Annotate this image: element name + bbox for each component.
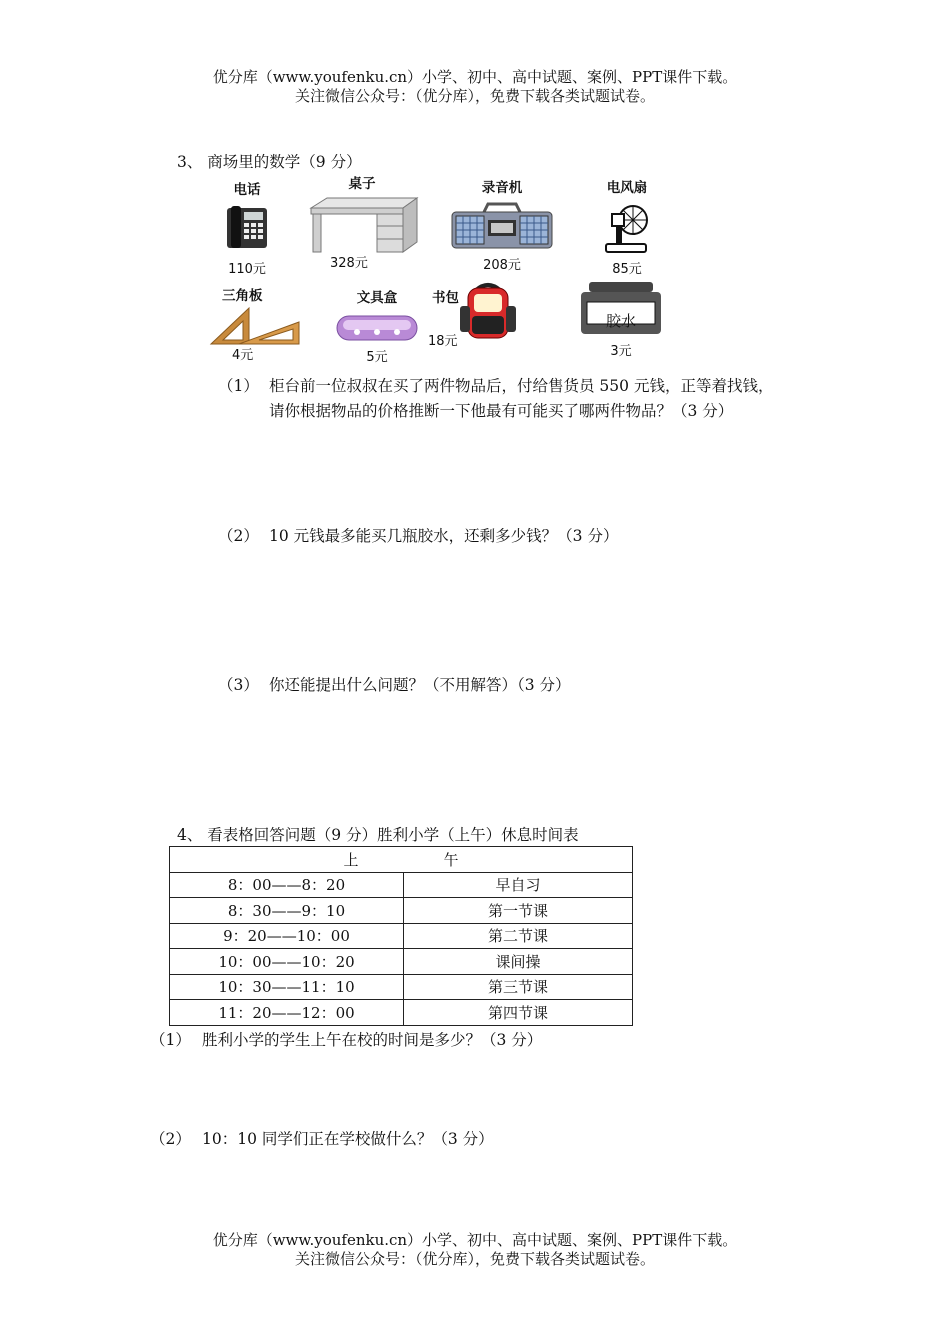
item-pencil-case [334, 286, 420, 365]
item-price: 85元 [612, 262, 642, 277]
q3-sub1-number: （1） [218, 377, 259, 395]
electric-fan-icon [600, 200, 654, 256]
radio-cassette-icon [448, 202, 556, 252]
item-desk [302, 172, 422, 271]
table-row [170, 949, 633, 975]
time-cell: 10：00——10：20 [170, 949, 404, 975]
item-price: 110元 [228, 262, 266, 277]
table-row [170, 872, 633, 898]
item-price: 18元 [428, 334, 458, 349]
q4-sub1-text: 胜利小学的学生上午在校的时间是多少？（3 分） [202, 1031, 543, 1049]
item-name: 三角板 [222, 288, 263, 304]
activity-cell: 第三节课 [404, 974, 633, 1000]
item-price: 328元 [330, 256, 368, 271]
item-name: 书包 [432, 290, 459, 306]
header-char-right: 午 [443, 850, 459, 869]
pencil-case-icon [335, 310, 419, 344]
item-name: 文具盒 [356, 290, 398, 306]
q3-sub3-text: 你还能提出什么问题？（不用解答）（3 分） [269, 676, 571, 694]
q4-sub2-text: 10：10 同学们正在学校做什么？（3 分） [202, 1130, 494, 1148]
desk-icon [305, 196, 419, 254]
item-price: 208元 [483, 258, 521, 273]
time-cell: 8：30——9：10 [170, 898, 404, 924]
activity-cell: 第二节课 [404, 923, 633, 949]
time-cell: 8：00——8：20 [170, 872, 404, 898]
q4-sub1-number: （1） [150, 1031, 191, 1049]
question-3-title: 3、 商场里的数学（9 分） [177, 153, 362, 171]
q3-sub1-line2: 请你根据物品的价格推断一下他最有可能买了哪两件物品？（3 分） [269, 402, 734, 420]
table-row [170, 974, 633, 1000]
q3-sub2-text: 10 元钱最多能买几瓶胶水，还剩多少钱？（3 分） [269, 527, 619, 545]
activity-cell: 早自习 [404, 872, 633, 898]
table-header-cell [170, 847, 633, 873]
item-glue-bottle [576, 280, 666, 359]
item-name: 电风扇 [606, 180, 648, 196]
schoolbag-icon [454, 280, 522, 340]
time-cell: 10：30——11：10 [170, 974, 404, 1000]
q3-sub1-line1: 柜台前一位叔叔在买了两件物品后，付给售货员 550 元钱，正等着找钱， [269, 377, 774, 395]
time-cell: 11：20——12：00 [170, 1000, 404, 1026]
item-schoolbag [428, 286, 528, 349]
header-line-1: 优分库（www.youfenku.cn）小学、初中、高中试题、案例、PPT课件下载。 [212, 68, 738, 86]
set-square-icon [209, 304, 301, 346]
question-4-title: 4、 看表格回答问题（9 分）胜利小学（上午）休息时间表 [177, 826, 579, 844]
glue-bottle-label: 胶水 [605, 312, 636, 330]
item-electric-fan [594, 176, 660, 277]
telephone-icon [223, 202, 271, 252]
item-set-square [208, 284, 302, 363]
item-price: 4元 [232, 348, 254, 363]
item-price: 3元 [610, 344, 632, 359]
item-telephone [216, 178, 278, 277]
item-name: 电话 [233, 182, 261, 198]
time-cell: 9：20——10：00 [170, 923, 404, 949]
q4-sub2-number: （2） [150, 1130, 191, 1148]
table-header-row [170, 847, 633, 873]
footer-line-1: 优分库（www.youfenku.cn）小学、初中、高中试题、案例、PPT课件下载。 [212, 1231, 738, 1249]
activity-cell: 第一节课 [404, 898, 633, 924]
activity-cell: 课间操 [404, 949, 633, 975]
footer-line-2: 关注微信公众号：（优分库），免费下载各类试题试卷。 [294, 1250, 655, 1268]
activity-cell: 第四节课 [404, 1000, 633, 1026]
item-name: 录音机 [481, 180, 523, 196]
q3-sub3-number: （3） [218, 676, 259, 694]
schedule-table [169, 846, 633, 1026]
table-row [170, 923, 633, 949]
table-row [170, 898, 633, 924]
q3-sub2-number: （2） [218, 527, 259, 545]
item-price: 5元 [366, 350, 388, 365]
item-name: 桌子 [348, 176, 376, 192]
table-row [170, 1000, 633, 1026]
item-radio-cassette [446, 176, 558, 273]
header-char-left: 上 [343, 850, 359, 869]
header-line-2: 关注微信公众号：（优分库），免费下载各类试题试卷。 [294, 87, 655, 105]
